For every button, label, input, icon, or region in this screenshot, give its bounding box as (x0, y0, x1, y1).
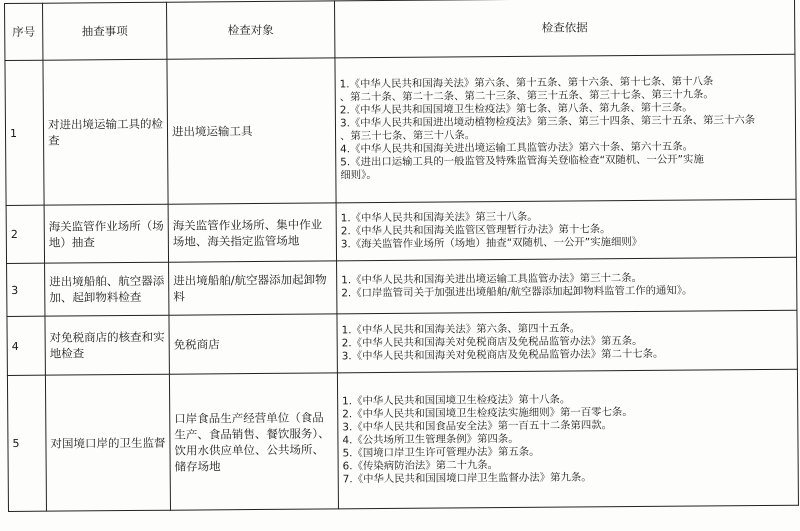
row-basis (337, 257, 797, 314)
basis-line: 3.《中华人民共和国海关对免税商店及免税品监管办法》第二十七条。 (341, 347, 664, 362)
row-no: 1 (5, 60, 44, 205)
row-basis (335, 54, 796, 203)
basis-line: 2.《中华人民共和国国境卫生检疫法实施细则》第一百零七条。 (342, 406, 633, 421)
basis-line: 4.《公共场所卫生管理条例》第四条。 (342, 432, 519, 447)
row-no: 2 (6, 205, 44, 263)
basis-line: 1.《中华人民共和国海关法》第六条、第十五条、第十六条、第十七条、第十八条 (339, 75, 714, 91)
row-item: 进出境船舶、航空器添加、起卸物料检查 (45, 262, 169, 316)
basis-line: 5.《国境口岸卫生许可管理办法》第五条。 (342, 445, 540, 460)
basis-line: 1.《中华人民共和国海关法》第六条、第四十五条。 (341, 321, 581, 336)
basis-line: 3.《中华人民共和国食品安全法》第一百五十二条第四款。 (342, 419, 613, 434)
row-target: 进出境运输工具 (167, 58, 336, 204)
basis-line: 2.《中华人民共和国海关对免税商店及免税品监管办法》第五条。 (341, 334, 643, 349)
row-no: 4 (7, 316, 45, 375)
row-basis (336, 199, 796, 261)
row-target: 进出境船舶/航空器添加起卸物料 (169, 261, 337, 315)
row-item: 海关监管作业场所（场地）抽查 (44, 204, 168, 263)
row-item: 对免税商店的核查和实地检查 (45, 315, 169, 375)
basis-line: 2.《中华人民共和国国境卫生检疫法》第七条、第八条、第九条、第十三条。 (339, 101, 693, 117)
basis-line: 、第三十七条、第三十八条。 (340, 129, 476, 143)
basis-line: 细则》。 (340, 169, 377, 182)
row-no: 5 (7, 375, 46, 511)
basis-line: 1.《中华人民共和国海关进出境运输工具监管办法》第三十二条。 (341, 271, 643, 287)
basis-line: 4.《中华人民共和国海关进出境运输工具监管办法》第六十条、第六十五条。 (340, 140, 694, 156)
table-row (6, 199, 796, 263)
row-no: 3 (7, 263, 45, 316)
table-row (5, 54, 796, 205)
basis-line: 3.《中华人民共和国进出境动植物检疫法》第三条、第三十四条、第三十五条、第三十六条 (339, 114, 756, 130)
row-target: 免税商店 (169, 314, 337, 374)
header-target: 检查对象 (166, 1, 334, 59)
basis-line: 7.《中华人民共和国国境口岸卫生监督办法》第九条。 (342, 471, 592, 486)
basis-line: 、第二十条、第二十二条、第二十三条、第三十五条、第三十七条、第三十九条。 (339, 88, 714, 104)
header-basis: 检查依据 (334, 0, 794, 58)
table-row (7, 310, 797, 375)
basis-line: 1.《中华人民共和国海关法》第三十八条。 (340, 210, 538, 225)
table-header-row (5, 0, 795, 60)
row-target: 口岸食品生产经营单位（食品生产、食品销售、餐饮服务）、饮用水供应单位、公共场所、储存场地 (169, 373, 338, 510)
header-no: 序号 (5, 3, 43, 60)
basis-line: 6.《传染病防治法》第二十九条。 (342, 459, 499, 473)
row-basis (337, 310, 797, 373)
table-row (7, 257, 797, 316)
row-basis (337, 369, 798, 509)
basis-line: 2.《中华人民共和国海关监管区管理暂行办法》第十七条。 (340, 223, 611, 238)
row-target: 海关监管作业场所、集中作业场地、海关指定监管场地 (168, 203, 336, 262)
basis-line: 1.《中华人民共和国国境卫生检疫法》第十八条。 (342, 393, 571, 408)
basis-line: 3.《海关监管作业场所（场地）抽查“双随机、一公开”实施细则》 (340, 235, 643, 251)
inspection-table (4, 0, 799, 512)
table-row (7, 369, 798, 511)
row-item: 对国境口岸的卫生监督 (45, 374, 170, 511)
row-item: 对进出境运输工具的检查 (43, 59, 168, 205)
header-item: 抽查事项 (43, 2, 167, 60)
basis-line: 5.《进出口运输工具的一般监管及特殊监管海关登临检查“双随机、一公开”实施 (340, 153, 704, 169)
basis-line: 2.《口岸监管司关于加强进出境船舶/航空器添加起卸物料监管工作的通知》。 (341, 284, 693, 300)
